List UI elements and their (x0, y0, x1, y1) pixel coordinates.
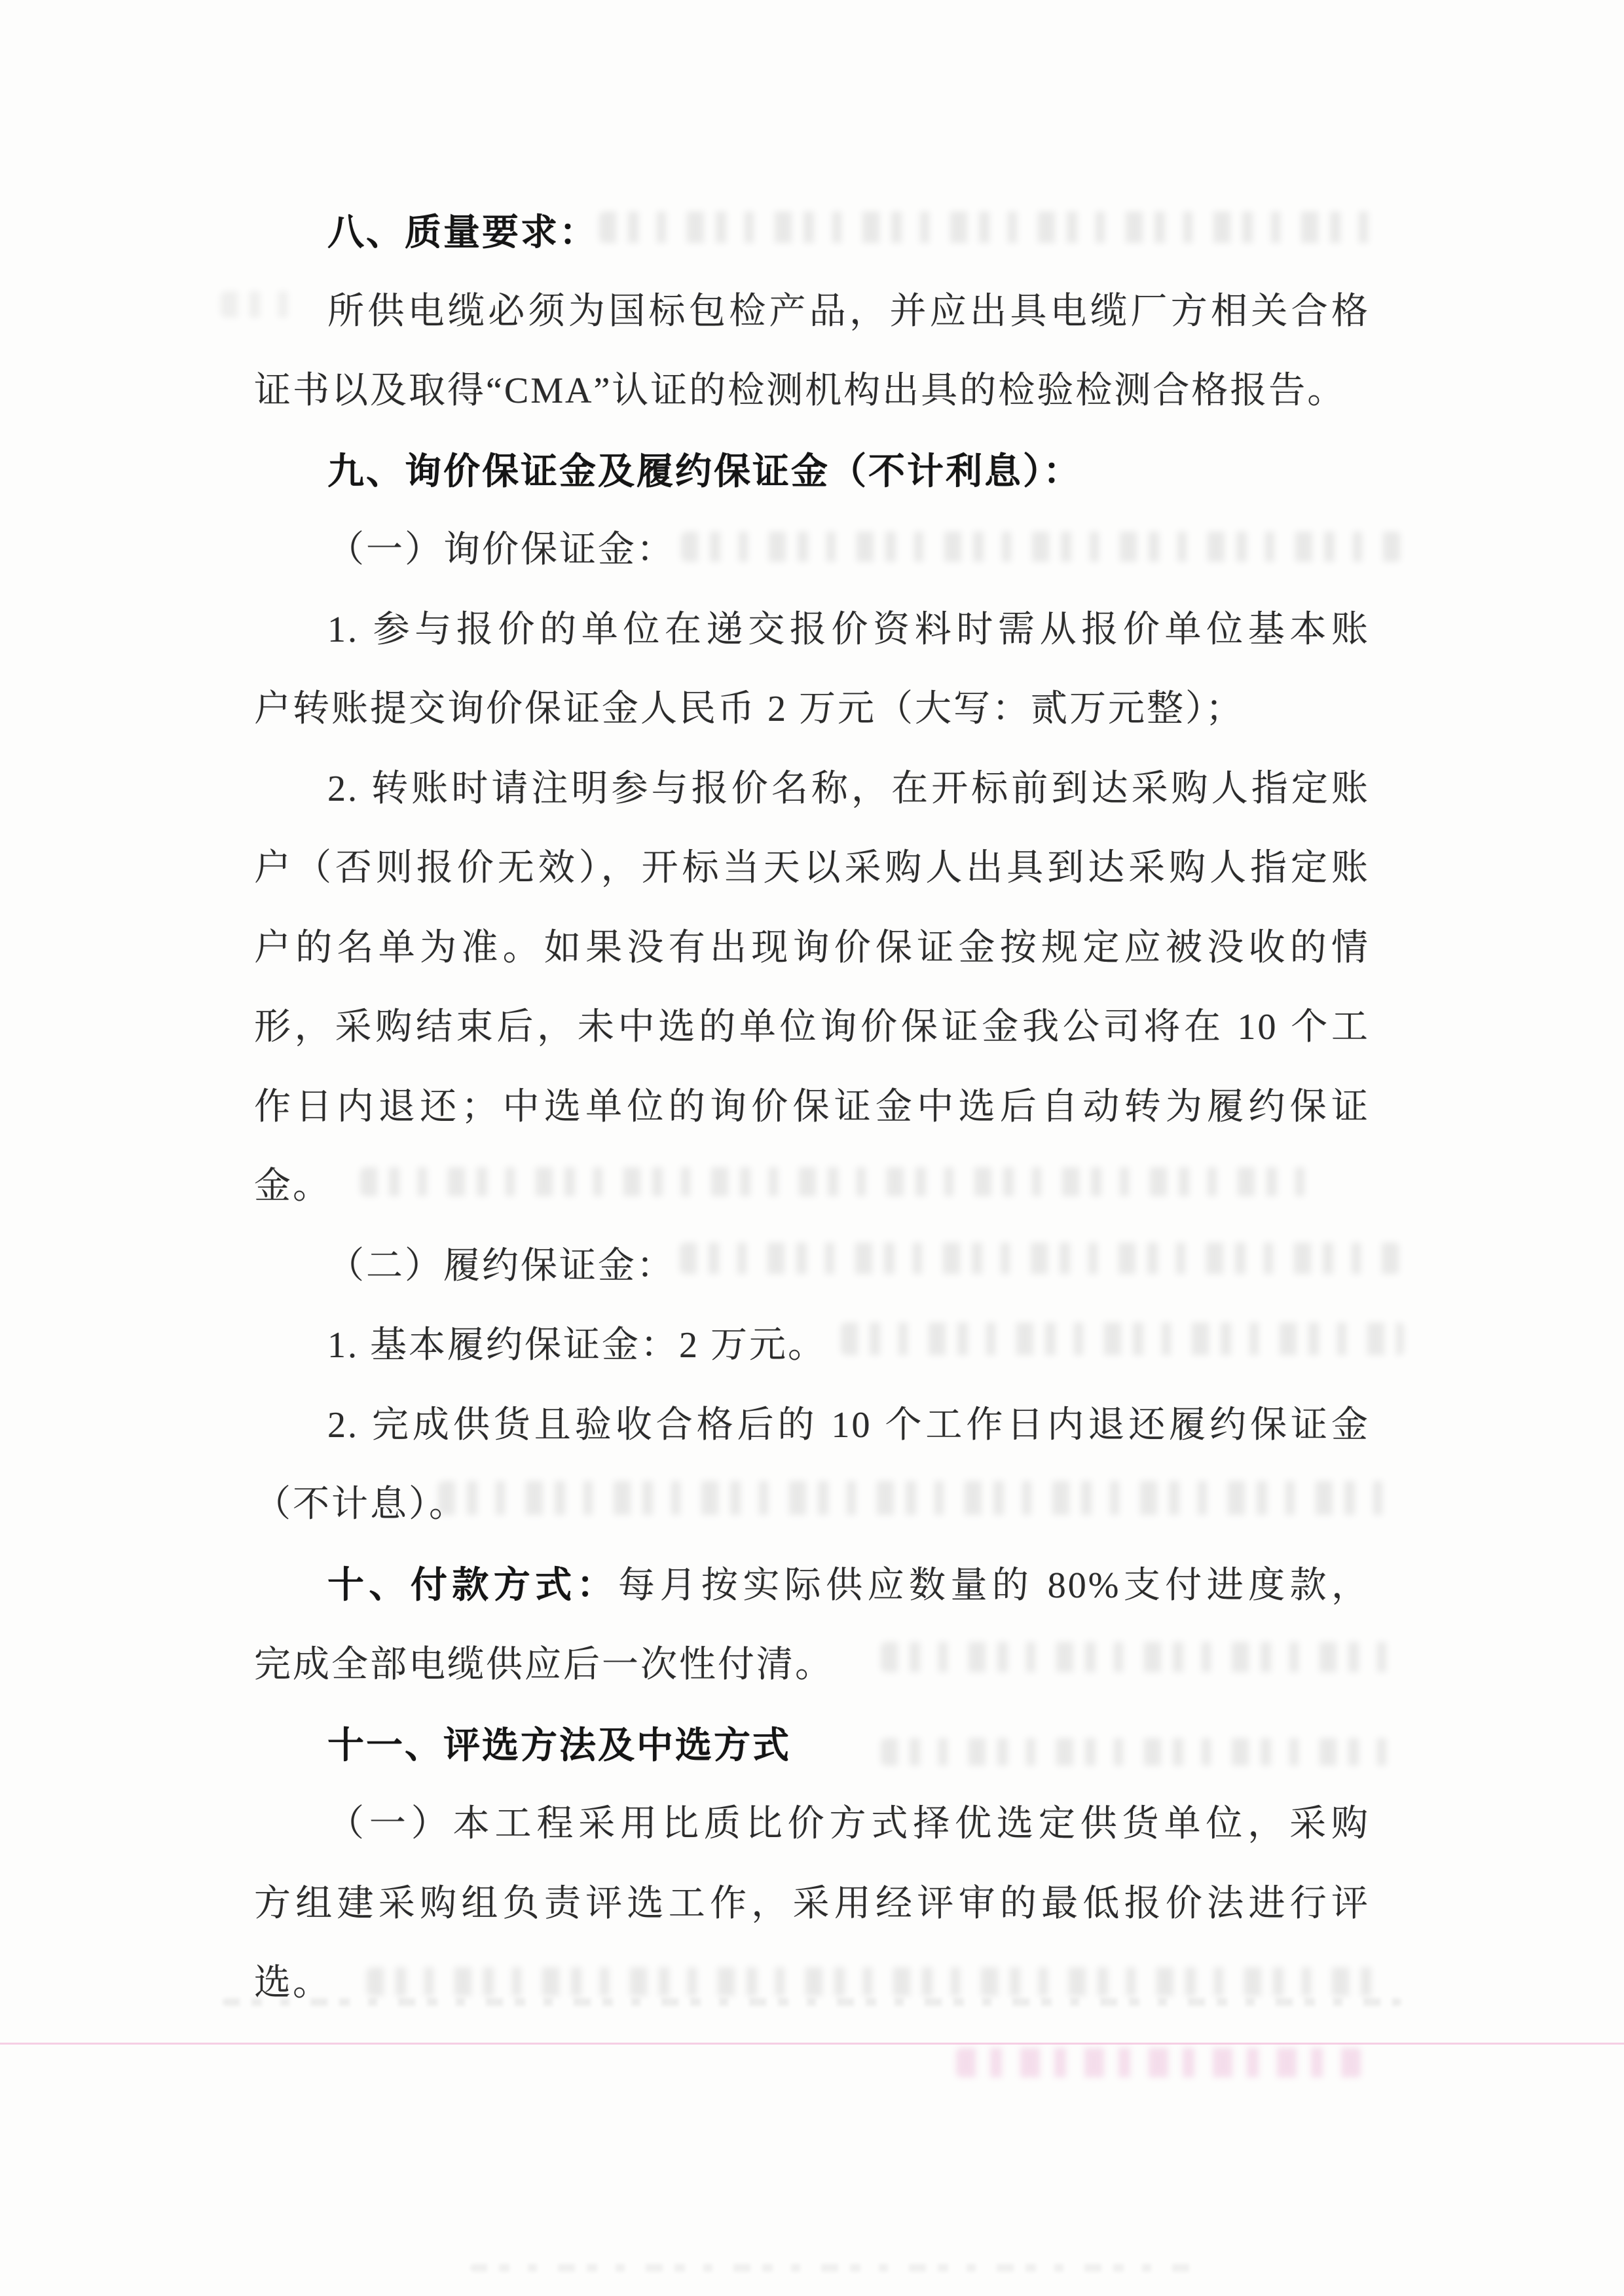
subsection-inquiry-deposit-heading: （一）询价保证金： (327, 530, 675, 570)
selection-method-line-1: （一）本工程采用比质比价方式择优选定供货单位，采购 (327, 1804, 1370, 1844)
scanner-streak-line (0, 2043, 1624, 2045)
subsection-performance-bond-heading: （二）履约保证金： (327, 1245, 675, 1286)
section-payment-terms-line-2: 完成全部电缆供应后一次性付清。 (254, 1645, 834, 1685)
quality-requirements-line-1: 所供电缆必须为国标包检产品，并应出具电缆厂方相关合格 (327, 291, 1370, 332)
bleedthrough-artifact-pink (956, 2048, 1362, 2077)
inquiry-deposit-item-2-line-6: 金。 (254, 1166, 331, 1207)
inquiry-deposit-item-2-line-4: 形，采购结束后，未中选的单位询价保证金我公司将在 10 个工 (254, 1007, 1370, 1048)
inquiry-deposit-item-2-line-1: 2. 转账时请注明参与报价名称，在开标前到达采购人指定账 (327, 768, 1370, 809)
document-text (254, 192, 1370, 2024)
inquiry-deposit-item-2-line-2: 户（否则报价无效），开标当天以采购人出具到达采购人指定账 (254, 848, 1370, 888)
quality-requirements-line-2: 证书以及取得“CMA”认证的检测机构出具的检验检测合格报告。 (254, 371, 1346, 411)
payment-terms-inline-heading: 十、付款方式： (327, 1563, 619, 1605)
bleedthrough-artifact (470, 2264, 1197, 2272)
inquiry-deposit-item-2-line-5: 作日内退还；中选单位的询价保证金中选后自动转为履约保证 (254, 1086, 1370, 1127)
performance-bond-item-2-line-2: （不计息）。 (254, 1484, 468, 1525)
section-heading-deposits: 九、询价保证金及履约保证金（不计利息）： (327, 450, 1082, 492)
performance-bond-item-2-line-1: 2. 完成供货且验收合格后的 10 个工作日内退还履约保证金 (327, 1404, 1370, 1446)
section-heading-quality-requirements: 八、质量要求： (327, 211, 598, 253)
inquiry-deposit-item-1-line-1: 1. 参与报价的单位在递交报价资料时需从报价单位基本账 (327, 609, 1370, 650)
payment-terms-text: 每月按实际供应数量的 80%支付进度款， (618, 1565, 1371, 1606)
performance-bond-item-1: 1. 基本履约保证金：2 万元。 (327, 1325, 826, 1366)
inquiry-deposit-item-1-line-2: 户转账提交询价保证金人民币 2 万元（大写：贰万元整）； (254, 689, 1244, 729)
section-payment-terms-line-1 (254, 1545, 1370, 1626)
selection-method-line-2: 方组建采购组负责评选工作，采用经评审的最低报价法进行评 (254, 1883, 1370, 1924)
section-heading-selection-method: 十一、评选方法及中选方式 (327, 1724, 791, 1766)
selection-method-line-3: 选。 (254, 1963, 331, 2003)
inquiry-deposit-item-2-line-3: 户的名单为准。如果没有出现询价保证金按规定应被没收的情 (254, 927, 1370, 968)
